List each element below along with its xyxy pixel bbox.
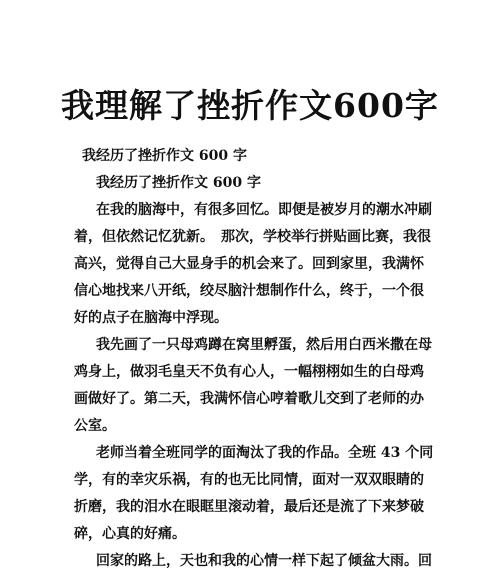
document-body xyxy=(74,170,434,575)
text-line: 画做好了。第二天，我满怀信心哼着歌儿交到了老师的办 xyxy=(74,391,424,407)
text-line: 高兴，觉得自己大显身手的机会来了。回到家里，我满怀 xyxy=(74,256,424,272)
document-title: 我理解了挫折作文600字 xyxy=(61,86,439,125)
text-line: 回家的路上，天也和我的心情一样下起了倾盆大雨。回 xyxy=(96,553,432,569)
text-line: 我先画了一只母鸡蹲在窝里孵蛋，然后用白西米撒在母 xyxy=(96,337,432,353)
text-line: 公室。 xyxy=(74,418,116,434)
text-line: 信心地找来八开纸，绞尽脑汁想制作什么，终于，一个很 xyxy=(74,283,424,299)
text-line: 着，但依然记忆犹新。 那次，学校举行拼贴画比赛，我很 xyxy=(74,229,431,245)
text-line: 折磨，我的泪水在眼眶里滚动着，最后还是流了下来梦破 xyxy=(74,499,424,515)
document-subtitle: 我经历了挫折作文 600 字 xyxy=(82,148,247,164)
text-line: 在我的脑海中，有很多回忆。即便是被岁月的潮水冲刷 xyxy=(96,202,432,218)
text-line: 老师当着全班同学的面淘汰了我的作品。全班 43 个同 xyxy=(96,445,434,461)
text-line: 好的点子在脑海中浮现。 xyxy=(74,310,228,326)
text-line: 我经历了挫折作文 600 字 xyxy=(96,175,261,191)
text-line: 碎，心真的好痛。 xyxy=(74,526,186,542)
text-line: 鸡身上，做羽毛皇天不负有心人，一幅栩栩如生的白母鸡 xyxy=(74,364,424,380)
text-line: 学，有的幸灾乐祸，有的也无比同情，面对一双双眼睛的 xyxy=(74,472,424,488)
